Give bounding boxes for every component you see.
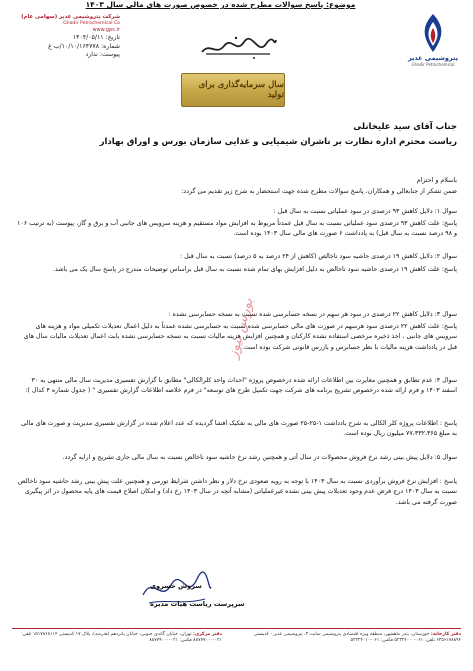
question-2: سوال ۲: دلایل کاهش ۱۹ درصدی حاشیه سود ناخالص (کاهش از ۲۴ درصد به ۵ درصد) نسبت به سال قبل :	[179, 253, 457, 260]
meta-number	[8, 43, 120, 52]
addressee-title: ریاست محترم اداره نظارت بر ناشران شیمیایی و غذایی سازمان بورس و اوراق بهادار	[99, 137, 457, 147]
answer-1: پاسخ: علت کاهش ۹۳ درصدی سود عملیاتی نسبت به سال قبل عمدتاً مربوط به افزایش مواد مستقیم و هزینه سرویس های جانبی آب و برق و گاز، پیوست (به ترتیب ۱۰۶ و ۹۸ درصد نسبت به سال قبل) به پادداشت ۶ صورت های مالی سال ۱۴۰۳ بوده است.	[17, 220, 457, 238]
factory-label: دفتر کارخانه:	[430, 632, 461, 637]
office-label: دفتر مرکزی:	[193, 632, 222, 637]
date-value: ۱۴۰۴/۰۵/۱۱	[72, 34, 104, 41]
logo-subtitle: Ghadir Petrochemical	[411, 62, 455, 67]
footer-divider	[12, 628, 461, 629]
greeting: باسلام و احترام	[416, 177, 457, 184]
year-slogan-text: سال سرمایه‌گذاری برای تولید	[198, 80, 284, 100]
signatory-title: سرپرست ریاست هیات مدیره	[150, 600, 245, 608]
footer-factory-address	[241, 632, 461, 645]
logo-text: پتروشیمی غدیر	[407, 54, 459, 62]
meta-org-name-en: Ghadir Petrochemical Co.	[61, 21, 120, 26]
meta-org-name: شرکت پتروشیمی غدیر (سهامی عام)	[21, 14, 120, 20]
question-5: سوال ۵: دلایل پیش بینی رشد نرخ فروش محصولات در سال آتی و همچنین رشد نرخ حاشیه سود ناخالص نسبت به سال مالی جاری تشریح و ارایه گردد.	[62, 454, 457, 461]
meta-website: www.gpc.ir	[92, 27, 120, 33]
intro-paragraph: ضمن تشکر از جنابعالی و همکاران، پاسخ سوالات مطرح شده جهت استحضار به شرح زیر تقدیم می گردد:	[181, 188, 457, 195]
question-1: سوال ۱: دلایل کاهش ۹۳ درصدی در سود عملیاتی نسبت به سال قبل :	[273, 208, 457, 215]
question-4: سوال ۴: عدم تطابق و همچنین مغایرت بین اطلاعات ارائه شده درخصوص پروژه "احداث واحد کلرالکالی" مطابق با گزارش تفسیری مدیریت سال مالی منتهی به ۳۰ اسفند ۱۴۰۳ و فرم ارائه شده درخصوص تشریح برنامه های شرکت جهت تکمیل طرح های توسعه" در فرم خلاصه اطلاعات گزارش تفسیری " ( جدول شماره ۴ کدال ):	[25, 377, 457, 395]
answer-2: پاسخ: علت کاهش ۱۹ درصدی حاشیه سود ناخالص به دلیل افزایش بهای تمام شده نسبت به سال قبل براساس توضیحات مندرج در پاسخ سال یک می باشد.	[53, 266, 457, 273]
company-logo	[407, 12, 459, 90]
answer-4: پاسخ : اطلاعات پروژه کلر الکالی به شرح یادداشت ۱-۲۵-۲۵ صورت های مالی به تفکیک افشا گردیده که عدد اعلام شده در گزارش تفسیری مدیریت و صورت های مالی به مبلغ ۷۷،۳۳۲،۳۶۵ میلیون ریال بوده است.	[21, 420, 457, 438]
factory-text: خوزستان، بندر ماهشهر، منطقه ویژه اقتصادی پتروشیمی سایت ۳، پتروشیمی غدیر - کدپستی ۶۳۵۶۱۷۸۸۹۴ تلفن: ۰۶۱-۵۲۳۲۴۰۰۰ فکس: ۰۶۱-۵۲۳۲۴۰۱۰	[253, 632, 461, 644]
answer-3: پاسخ: علت کاهش ۲۲ درصدی سود هرسهم در صورت های مالی حسابرسی شده نسبت به حسابرسی نشده عمدتاً به دلیل اعمال تعدیلات تکمیلی مواد و هزینه های سرویس های جانبی ، اخذ ذخیره مرخصی استفاده نشده کارکنان و همچنین افزایش هزینه مالیات نسبت به نسخه حسابرسی نشده بابت اعمال تعدیلات مالیات سال های قبل در یادداشت هزینه مالیات با نظر حسابرس و بازرس قانونی شرکت بوده است.	[23, 323, 457, 351]
meta-date	[8, 34, 120, 43]
number-label: شماره:	[101, 42, 120, 50]
letter-subject: موضوع: پاسخ سوالات مطرح شده در خصوص صورت های مالی سال ۱۴۰۳	[85, 0, 356, 9]
flame-logo-icon	[416, 12, 450, 54]
answer-5: پاسخ : افزایش نرخ فروش برآوردی نسبت به سال ۱۴۰۳ با توجه به رویه صعودی نرخ دلار و نظر داشتن شرایط تورمی و همچنین علت پیش بینی رشد حاشیه سود ناخالص نسبت به سال ۱۴۰۳ درج فرض عدم وجود تعدیلات پیش بینی نشده غیرعملیاتی (مشابه آنچه در سال ۱۴۰۳ رخ داد) و امکان اصلاح قیمت های پایه محصول در اثر پیگیری صورت گرفته می باشد.	[18, 478, 457, 506]
number-value: ۱۰/۱۰/۱۶۴۷۷۸/ب غ	[48, 42, 100, 50]
footer-office-address	[12, 632, 222, 645]
watermark: بورس نیوز	[225, 296, 257, 360]
meta-attachment	[8, 51, 120, 60]
basmala-calligraphy	[196, 34, 278, 60]
question-3: سوال ۳: دلایل کاهش ۲۲ درصدی در سود هر سهم در نسخه حسابرسی شده نسبت به نسخه حسابرسی نشده :	[168, 311, 457, 318]
office-text: تهران، خیابان گاندی جنوبی، خیابان پانزدهم (هنرمند)، پلاک ۱۷ کدپستی ۱۵۱۷۸۶۸۱۱۴ تلفن: ۰۲۱-۸۸۷۷۷۰۰۰ فکس: ۰۲۱-۸۸۷۷۹۰۰۰	[21, 632, 222, 644]
signatory-name: سروش خسروی	[150, 582, 202, 590]
year-slogan-banner	[181, 73, 285, 107]
attachment-label: پیوست:	[99, 51, 120, 58]
addressee-name: جناب آقای سید علیخانلی	[353, 122, 457, 132]
attachment-value: ندارد	[85, 51, 98, 58]
letter-meta	[8, 14, 120, 60]
date-label: تاریخ:	[105, 34, 120, 41]
